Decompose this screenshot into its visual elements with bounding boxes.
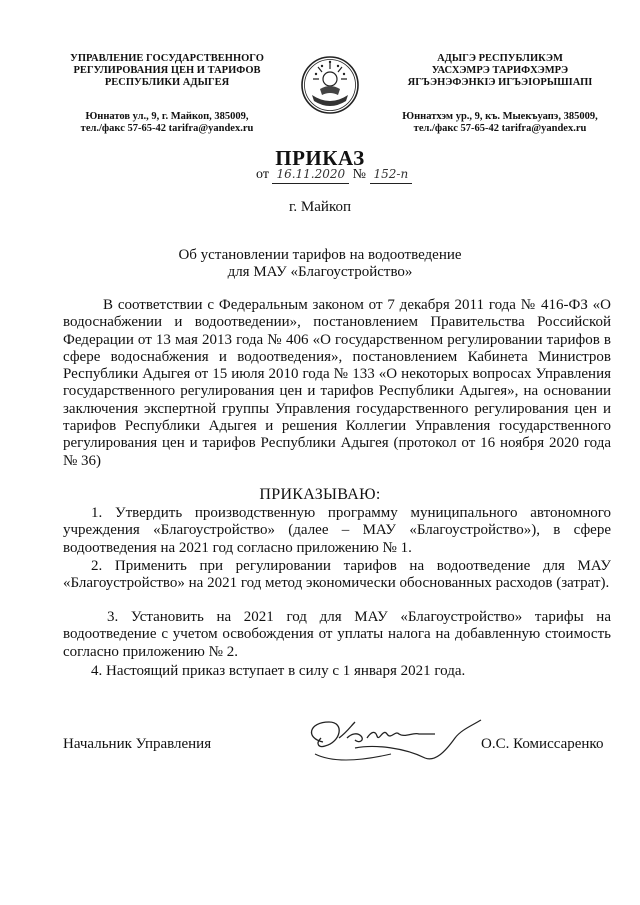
issuer-name-ady-line3: ЯГЪЭНЭФЭНКIЭ ИГЪЭIОРЫШIАПI: [407, 77, 593, 88]
subject-line2: для МАУ «Благоустройство»: [227, 264, 413, 280]
issuer-contacts: тел./факс 57-65-42 tarifra@yandex.ru: [80, 123, 254, 134]
order-number: 152-п: [373, 167, 409, 181]
signatory-position: Начальник Управления: [63, 736, 212, 752]
signatory-name: О.С. Комиссаренко: [481, 736, 604, 752]
decree-heading: ПРИКАЗЫВАЮ:: [259, 486, 381, 503]
city: г. Майкоп: [288, 199, 352, 215]
order-date-number: [256, 167, 412, 184]
issuer-name-line2: РЕГУЛИРОВАНИЯ ЦЕН И ТАРИФОВ: [73, 65, 261, 76]
issuer-address-ady: [390, 111, 610, 135]
decree-item-3: 3. Установить на 2021 год для МАУ «Благоустройство» тарифы на водоотведение с учетом освобождения от уплаты налога на добавленную стоимость согласно приложению № 2.: [63, 609, 611, 660]
order-date: 16.11.2020: [276, 167, 346, 181]
issuer-address-ady-line1: Юннатхэм ур., 9, къ. Мыекъуапэ, 385009,: [402, 111, 598, 122]
decree-item-4: 4. Настоящий приказ вступает в силу с 1 января 2021 года.: [91, 663, 466, 679]
document-title: ПРИКАЗ: [275, 146, 365, 170]
issuer-name-ady-line2: УАСХЭМРЭ ТАРИФХЭМРЭ: [431, 65, 569, 76]
issuer-header-ru: [52, 53, 282, 135]
coat-of-arms-emblem: [300, 55, 360, 115]
decree-item-2: 2. Применить при регулировании тарифов на водоотведение для МАУ «Благоустройство» на 2021 год метод экономически обоснованных расходов (затрат).: [63, 558, 611, 592]
issuer-address: [52, 111, 282, 135]
issuer-address-line1: Юннатов ул., 9, г. Майкоп, 385009,: [85, 111, 249, 122]
order-from-label: от: [256, 167, 269, 182]
order-number-label: №: [352, 167, 367, 182]
decree-item-1: 1. Утвердить производственную программу муниципального автономного учреждения «Благоустройство» (далее – МАУ «Благоустройство»), в сфере водоотведения на 2021 год согласно приложению № 1.: [63, 505, 611, 556]
issuer-name-line3: РЕСПУБЛИКИ АДЫГЕЯ: [104, 77, 230, 88]
handwritten-signature: [295, 708, 485, 766]
issuer-contacts-ady: тел./факс 57-65-42 tarifra@yandex.ru: [413, 123, 587, 134]
issuer-name-ady-line1: АДЫГЭ РЕСПУБЛИКЭМ: [437, 53, 563, 64]
preamble-paragraph: В соответствии с Федеральным законом от 7 декабря 2011 года № 416-ФЗ «О водоснабжении и водоотведении», постановлением Правительства Российской Федерации от 13 мая 2013 года № 406 «О государственном регулировании тарифов в сфере водоснабжения и водоотведения», постановлением Кабинета Министров Республики Адыгея от 15 июля 2010 года № 133 «О некоторых вопросах Управления государственного регулирования цен и тарифов Республики Адыгея», на основании заключения экспертной группы Управления государственного регулирования цен и тарифов Республики Адыгея и решения Коллегии Управления государственного регулирования цен и тарифов Республики Адыгея (протокол от 16 ноября 2020 года № 36): [63, 297, 611, 469]
issuer-header-ady: [390, 53, 610, 135]
issuer-name-line1: УПРАВЛЕНИЕ ГОСУДАРСТВЕННОГО: [70, 53, 264, 64]
subject: [0, 247, 640, 281]
subject-line1: Об установлении тарифов на водоотведение: [178, 247, 462, 263]
